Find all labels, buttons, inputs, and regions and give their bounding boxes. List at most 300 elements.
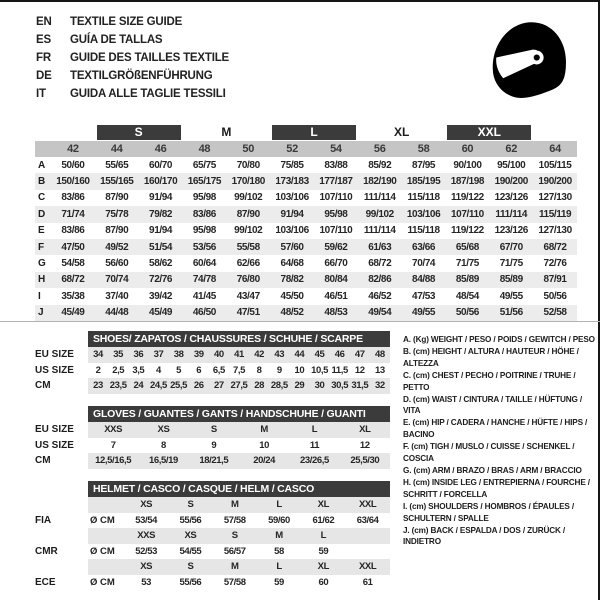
cell: 11	[309, 439, 320, 451]
eu-size-label: EU SIZE	[35, 349, 74, 360]
language-code: EN	[36, 16, 52, 28]
cell: 61	[362, 576, 373, 588]
cell: 74/78	[192, 274, 216, 286]
cell: 46/51	[324, 290, 348, 302]
cell: 190/200	[494, 176, 528, 188]
cell: 46/50	[192, 307, 216, 319]
gloves-table	[88, 406, 390, 469]
cell: 95/98	[192, 225, 216, 237]
helmet-ece-values-row	[88, 575, 390, 591]
legend-item-j: J. (cm) BACK / ESPALDA / DOS / ZURÜCK / INDIETRO	[403, 525, 566, 547]
cell: 91/94	[149, 192, 173, 204]
legend-item-d: D. (cm) WAIST / CINTURA / TAILLE / HÜFTUNG / VITA	[403, 394, 582, 416]
cell: 37/40	[105, 290, 129, 302]
cell: 10	[294, 364, 305, 376]
helmet-cmr-sizes-row	[88, 528, 390, 544]
cell: 115/119	[538, 208, 572, 220]
cell: 44	[294, 349, 305, 361]
language-label: TEXTILGRÖßENFÜHRUNG	[70, 70, 213, 82]
language-label: TEXTILE SIZE GUIDE	[70, 16, 183, 28]
cell: 52/53	[135, 545, 158, 557]
cell: 72/76	[149, 274, 173, 286]
cell: 58	[417, 143, 430, 155]
table-row-b	[35, 173, 577, 189]
cell: 8	[161, 439, 166, 451]
cell: M	[260, 424, 268, 436]
us-size-label: US SIZE	[35, 439, 74, 451]
helmet-table-title: HELMET / CASCO / CASQUE / HELM / CASCO	[88, 481, 390, 497]
cell: 67/70	[499, 241, 523, 253]
cell: 48/52	[280, 307, 304, 319]
cell: 58/62	[149, 258, 173, 270]
cell: 25,5	[170, 380, 188, 392]
cell: 6,5	[212, 364, 225, 376]
cell: 55/58	[236, 241, 260, 253]
cell: S	[210, 424, 217, 436]
legend-item-b: B. (cm) HEIGHT / ALTURA / HAUTEUR / HÖHE / ALTEZZA	[403, 346, 579, 368]
cell: 59/62	[324, 241, 348, 253]
cell: S	[187, 561, 194, 573]
measurement-legend	[403, 334, 597, 548]
cell: 2	[95, 364, 101, 376]
cell: 85/92	[368, 159, 392, 171]
cell: 59	[318, 545, 329, 557]
cell: 25,5/30	[350, 455, 380, 467]
legend-item-e: E. (cm) HIP / CADERA / HANCHE / HÜFTE / HIPS / BACINO	[403, 418, 588, 440]
legend-item-g: G. (cm) ARM / BRAZO / BRAS / ARM / BRACCIO	[403, 465, 582, 475]
cell: 103/106	[275, 225, 309, 237]
row-label: J	[38, 307, 44, 319]
cell: 10	[259, 439, 270, 451]
cell: 41/45	[192, 290, 216, 302]
cell: 12	[359, 439, 370, 451]
gloves-cm-row	[88, 453, 390, 469]
cell: 187/198	[450, 176, 485, 188]
cell: 13	[375, 364, 385, 376]
cell: 29	[294, 380, 305, 392]
cell: 56	[373, 143, 386, 155]
language-code: FR	[36, 52, 51, 64]
cell: 123/126	[494, 225, 528, 237]
cell: 65/75	[192, 159, 216, 171]
cell: 182/190	[363, 176, 397, 188]
table-row-a	[35, 157, 577, 173]
cell: 28,5	[270, 380, 288, 392]
cell: 32	[375, 380, 385, 392]
cell: 71/75	[499, 258, 523, 270]
cell: 91/94	[149, 225, 173, 237]
cell: 34	[93, 349, 103, 361]
size-group-header-row	[35, 124, 577, 141]
cell: 47	[354, 349, 365, 361]
cell: 99/102	[365, 208, 394, 220]
us-size-label: US SIZE	[35, 364, 74, 376]
cell: 62	[505, 143, 518, 155]
cell: 26	[193, 380, 204, 392]
cell: M	[230, 561, 239, 573]
cell: 76/80	[236, 274, 260, 286]
cell: 47/53	[412, 290, 436, 302]
row-label: A	[38, 159, 46, 171]
cell: 58	[274, 545, 284, 557]
cell: 47/51	[236, 307, 260, 319]
cell: 51/56	[499, 307, 523, 319]
legend-item-h: H. (cm) INSIDE LEG / ENTREPIERNA / FOURCHE / SCHRITT / FORCELLA	[403, 477, 590, 499]
cell: 48	[375, 349, 385, 361]
language-code: ES	[36, 34, 51, 46]
language-row	[36, 31, 229, 49]
cm-label: CM	[35, 380, 51, 391]
cell: 2,5	[112, 364, 125, 376]
cell: 36	[133, 349, 144, 361]
cell: 57/58	[223, 576, 246, 588]
cell: 60/64	[192, 258, 216, 270]
language-code: DE	[36, 70, 52, 82]
cell: 83/86	[192, 208, 216, 220]
language-code: IT	[36, 88, 46, 100]
cell: 46	[334, 349, 345, 361]
cell: 150/160	[56, 176, 90, 188]
cell: 82/86	[368, 274, 392, 286]
cell: 85/89	[455, 274, 479, 286]
cell: 61/63	[368, 241, 392, 253]
cell: 18/21,5	[199, 455, 229, 467]
cell: 52/58	[543, 307, 567, 319]
cell: 45/49	[61, 307, 85, 319]
cell: 42	[254, 349, 265, 361]
cell: 75/85	[280, 159, 304, 171]
cell: XXL	[358, 561, 377, 573]
racing-helmet-icon	[486, 14, 572, 108]
row-label: G	[38, 258, 46, 270]
cell: 115/118	[407, 192, 440, 204]
shoes-eu-row	[88, 347, 390, 363]
cell: XXL	[358, 499, 377, 511]
cell: 170/180	[231, 176, 265, 188]
cell: 48/54	[455, 290, 479, 302]
cell: 87/90	[236, 208, 260, 220]
helmet-fia-values-row	[88, 513, 390, 529]
cell: 41	[234, 349, 244, 361]
shoes-cm-row	[88, 378, 390, 394]
helmet-ece-sizes-row	[88, 559, 390, 575]
cell: S	[231, 530, 238, 542]
table-row-e	[35, 223, 577, 239]
cell: 61/62	[312, 514, 335, 526]
cell: XL	[317, 499, 329, 511]
cell: 90/100	[453, 159, 482, 171]
row-label: I	[38, 290, 41, 302]
row-label: B	[38, 176, 46, 188]
ece-label: ECE	[35, 576, 56, 588]
cell: 49/55	[412, 307, 436, 319]
cell: 39/42	[149, 290, 173, 302]
diameter-cm-label: Ø CM	[90, 576, 115, 588]
gloves-eu-row	[88, 422, 390, 438]
fia-label: FIA	[35, 514, 52, 526]
cell: 84/88	[412, 274, 436, 286]
cell: 59	[274, 576, 284, 588]
cell: 127/130	[538, 225, 572, 237]
cell: 4	[156, 364, 161, 376]
size-group-l: L	[272, 125, 356, 140]
legend-item-f: F. (cm) TIGH / MUSLO / CUISSE / SCHENKEL / COSCIA	[403, 442, 575, 464]
cell: 48	[198, 143, 211, 155]
cell: 55/56	[179, 514, 202, 526]
legend-item-a: A. (Kg) WEIGHT / PESO / POIDS / GEWITCH / PESO	[403, 335, 595, 344]
row-label: C	[38, 192, 46, 204]
cell: 72/76	[543, 258, 567, 270]
cmr-label: CMR	[35, 545, 58, 557]
language-label: GUÍA DE TALLAS	[70, 34, 163, 46]
cell: 127/130	[538, 192, 572, 204]
cell: 7	[110, 439, 116, 451]
cell: XL	[359, 424, 371, 436]
cell: 95/98	[324, 208, 348, 220]
cell: 23/26,5	[300, 455, 329, 467]
cell: 46	[154, 143, 167, 155]
cell: 27,5	[230, 380, 248, 392]
cell: 43/47	[236, 290, 260, 302]
diameter-cm-label: Ø CM	[90, 545, 115, 557]
cell: 64	[549, 143, 561, 155]
cell: 70/74	[105, 274, 129, 286]
cell: 56/60	[105, 258, 129, 270]
cell: 37	[153, 349, 164, 361]
cell: 57/58	[223, 514, 246, 526]
row-label: F	[38, 241, 45, 253]
cell: 60	[461, 143, 474, 155]
cell: 49/54	[368, 307, 392, 319]
cell: 57/60	[280, 241, 304, 253]
legend-item-i: I. (cm) SHOULDERS / HOMBROS / ÉPAULES / SCHULTERN / SPALLE	[403, 501, 574, 523]
cell: 111/114	[495, 208, 528, 220]
cell: 60/70	[149, 159, 173, 171]
cell: 85/89	[499, 274, 523, 286]
cell: 43	[274, 349, 285, 361]
table-row-c	[35, 190, 577, 206]
cell: 107/110	[451, 208, 484, 220]
gloves-table-title: GLOVES / GUANTES / GANTS / HANDSCHUHE / GUANTI	[88, 406, 390, 422]
cell: 45/50	[280, 290, 304, 302]
textile-size-table	[35, 124, 577, 321]
cell: 44	[110, 143, 123, 155]
cell: 103/106	[275, 192, 309, 204]
cell: L	[311, 424, 318, 436]
language-row	[36, 85, 229, 103]
cell: 52	[286, 143, 298, 155]
cell: 42	[67, 143, 79, 155]
size-number-header-row	[35, 141, 577, 157]
cell: 155/165	[100, 176, 134, 188]
cell: 12,5/16,5	[95, 455, 132, 467]
cell: S	[187, 499, 194, 511]
section-divider	[0, 321, 600, 322]
cell: 35	[113, 349, 124, 361]
cell: 75/78	[105, 208, 129, 220]
cell: 49/55	[499, 290, 523, 302]
cell: 87/95	[412, 159, 436, 171]
cell: 30	[314, 380, 325, 392]
cell: 24,5	[150, 380, 167, 392]
cell: 54/55	[179, 545, 202, 557]
cell: 6	[196, 364, 202, 376]
cell: 44/48	[105, 307, 129, 319]
cell: 53	[141, 576, 152, 588]
cell: 68/72	[368, 258, 392, 270]
gloves-size-section	[35, 406, 390, 469]
cell: 173/183	[275, 176, 309, 188]
language-row	[36, 13, 229, 31]
cell: 9	[276, 364, 282, 376]
cell: L	[320, 530, 327, 542]
row-label: E	[38, 225, 45, 237]
cell: 50	[242, 143, 255, 155]
size-group-xl: XL	[393, 125, 410, 139]
cell: XXS	[104, 424, 123, 436]
cell: 119/122	[451, 192, 484, 204]
cell: 63/66	[412, 241, 436, 253]
table-row-g	[35, 255, 577, 271]
cell: 119/122	[451, 225, 484, 237]
cell: 59/60	[268, 514, 290, 526]
cell: 54	[330, 143, 342, 155]
cell: 53/54	[135, 514, 158, 526]
cell: 38	[173, 349, 184, 361]
shoes-table	[88, 331, 390, 394]
cell: XXS	[137, 530, 156, 542]
cell: 79/82	[149, 208, 173, 220]
language-label: GUIDA ALLE TAGLIE TESSILI	[70, 88, 226, 100]
helmet-size-section	[35, 481, 390, 590]
cell: 111/114	[363, 192, 396, 204]
row-label: D	[38, 208, 46, 220]
shoes-size-section	[35, 331, 390, 394]
table-row-d	[35, 206, 577, 222]
cell: 83/86	[61, 225, 85, 237]
cell: 50/60	[61, 159, 85, 171]
cell: XS	[157, 424, 170, 436]
cell: 55/56	[179, 576, 202, 588]
cell: 80/84	[324, 274, 348, 286]
cell: 62/66	[236, 258, 260, 270]
cell: 12	[354, 364, 365, 376]
cell: 66/70	[324, 258, 348, 270]
cell: 78/82	[280, 274, 304, 286]
cell: 177/187	[319, 176, 353, 188]
cell: 87/90	[105, 225, 129, 237]
cell: 68/72	[543, 241, 567, 253]
gloves-us-row	[88, 438, 390, 454]
cell: L	[276, 499, 282, 511]
helmet-fia-sizes-row	[88, 497, 390, 513]
cell: 20/24	[253, 455, 276, 467]
language-row	[36, 67, 229, 85]
cell: 7,5	[232, 364, 245, 376]
cell: 83/88	[324, 159, 348, 171]
cell: 87/90	[105, 192, 129, 204]
cell: 123/126	[494, 192, 528, 204]
cell: 10,5	[311, 364, 328, 376]
cell: 9	[211, 439, 217, 451]
cell: 3,5	[132, 364, 145, 376]
cell: 165/175	[187, 176, 222, 188]
cell: 60	[318, 576, 329, 588]
cell: 64/68	[280, 258, 304, 270]
cell: XS	[140, 561, 153, 573]
table-body	[35, 157, 577, 321]
cell: 111/114	[363, 225, 396, 237]
shoes-table-title: SHOES/ ZAPATOS / CHAUSSURES / SCHUHE / SCARPE	[88, 331, 390, 347]
cell: 56/57	[223, 545, 246, 557]
cell: 71/75	[455, 258, 479, 270]
cell: 23	[93, 380, 103, 392]
cell: 31,5	[351, 380, 369, 392]
shoes-row-labels	[35, 331, 88, 394]
cell: 51/54	[149, 241, 173, 253]
table-row-j	[35, 305, 577, 321]
cell: 23,5	[109, 380, 127, 392]
diameter-cm-label: Ø CM	[90, 514, 115, 526]
cell: 5	[176, 364, 182, 376]
cell: M	[230, 499, 239, 511]
cell: 95/100	[497, 159, 526, 171]
cell: 160/170	[143, 176, 178, 188]
table-row-f	[35, 239, 577, 255]
cell: 16,5/19	[149, 455, 178, 467]
cell: 55/65	[105, 159, 129, 171]
cell: 45	[314, 349, 325, 361]
cell: 40	[213, 349, 224, 361]
cell: 185/195	[406, 176, 441, 188]
cm-label: CM	[35, 455, 51, 466]
cell: 63/64	[356, 514, 379, 526]
cell: 53/56	[192, 241, 216, 253]
cell: M	[275, 530, 283, 542]
helmet-cmr-values-row	[88, 544, 390, 560]
table-row-h	[35, 272, 577, 288]
shoes-us-row	[88, 363, 390, 379]
cell: 99/102	[234, 192, 263, 204]
cell: 99/102	[234, 225, 263, 237]
row-label: H	[38, 274, 46, 286]
cell: 91/94	[280, 208, 304, 220]
cell: 87/91	[543, 274, 567, 286]
cell: 83/86	[61, 192, 85, 204]
cell: 35/38	[61, 290, 85, 302]
cell: L	[276, 561, 282, 573]
cell: 49/52	[105, 241, 129, 253]
legend-item-c: C. (cm) CHEST / PECHO / POITRINE / TRUHE / PETTO	[403, 370, 576, 392]
cell: 70/74	[412, 258, 436, 270]
cell: 27	[213, 380, 224, 392]
language-label: GUIDE DES TAILLES TEXTILE	[70, 52, 229, 64]
cell: 47/50	[61, 241, 85, 253]
cell: 50/56	[543, 290, 567, 302]
cell: 54/58	[61, 258, 85, 270]
size-group-m: M	[221, 125, 232, 139]
cell: 8	[256, 364, 262, 376]
helmet-row-labels	[35, 481, 88, 590]
cell: 95/98	[192, 192, 216, 204]
language-row	[36, 49, 229, 67]
cell: 45/49	[149, 307, 173, 319]
cell: 115/118	[407, 225, 440, 237]
cell: 30,5	[331, 380, 349, 392]
size-group-s: S	[97, 125, 181, 140]
gloves-row-labels	[35, 406, 88, 469]
cell: 48/53	[324, 307, 348, 319]
